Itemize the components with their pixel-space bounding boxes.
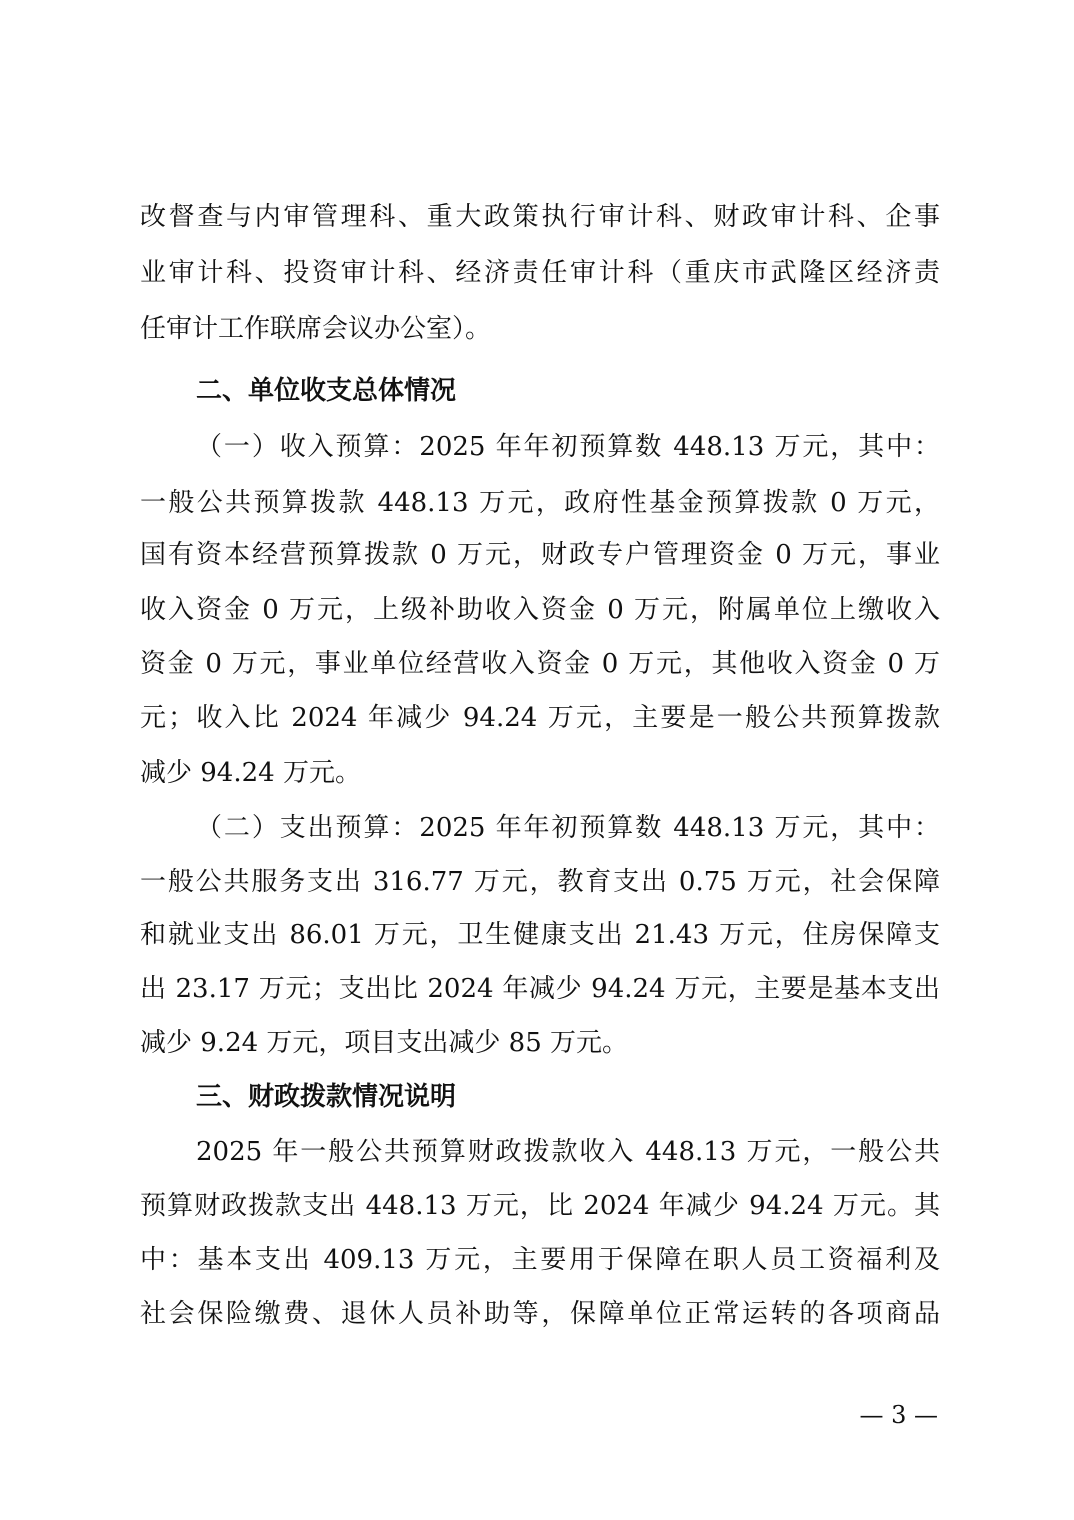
text-line: 一般公共服务支出 316.77 万元，教育支出 0.75 万元，社会保障 (140, 867, 940, 897)
text-line: 和就业支出 86.01 万元，卫生健康支出 21.43 万元，住房保障支 (140, 920, 940, 950)
text-line: 2025 年一般公共预算财政拨款收入 448.13 万元，一般公共 (196, 1137, 940, 1167)
text-line: （一）收入预算：2025 年年初预算数 448.13 万元，其中： (196, 432, 940, 462)
page-number: — 3 — (859, 1401, 938, 1429)
text-line: 社会保险缴费、退休人员补助等，保障单位正常运转的各项商品 (140, 1299, 940, 1329)
section-heading-3: 三、财政拨款情况说明 (196, 1082, 457, 1112)
text-line: 出 23.17 万元；支出比 2024 年减少 94.24 万元，主要是基本支出 (140, 974, 940, 1004)
text-line: 减少 9.24 万元，项目支出减少 85 万元。 (140, 1028, 629, 1058)
text-line: 一般公共预算拨款 448.13 万元，政府性基金预算拨款 0 万元， (140, 488, 940, 518)
text-line: 元；收入比 2024 年减少 94.24 万元，主要是一般公共预算拨款 (140, 703, 940, 733)
text-line: 国有资本经营预算拨款 0 万元，财政专户管理资金 0 万元，事业 (140, 540, 940, 570)
text-line: 减少 94.24 万元。 (140, 758, 361, 788)
text-line: 资金 0 万元，事业单位经营收入资金 0 万元，其他收入资金 0 万 (140, 649, 940, 679)
text-line: 预算财政拨款支出 448.13 万元，比 2024 年减少 94.24 万元。其 (140, 1191, 940, 1221)
text-line: 改督查与内审管理科、重大政策执行审计科、财政审计科、企事 (140, 202, 940, 232)
text-line: 中：基本支出 409.13 万元，主要用于保障在职人员工资福利及 (140, 1245, 940, 1275)
text-line: 收入资金 0 万元，上级补助收入资金 0 万元，附属单位上缴收入 (140, 595, 940, 625)
text-line: （二）支出预算：2025 年年初预算数 448.13 万元，其中： (196, 813, 940, 843)
text-line: 业审计科、投资审计科、经济责任审计科（重庆市武隆区经济责 (140, 258, 940, 288)
text-line: 任审计工作联席会议办公室）。 (140, 314, 492, 344)
section-heading-2: 二、单位收支总体情况 (196, 376, 457, 406)
